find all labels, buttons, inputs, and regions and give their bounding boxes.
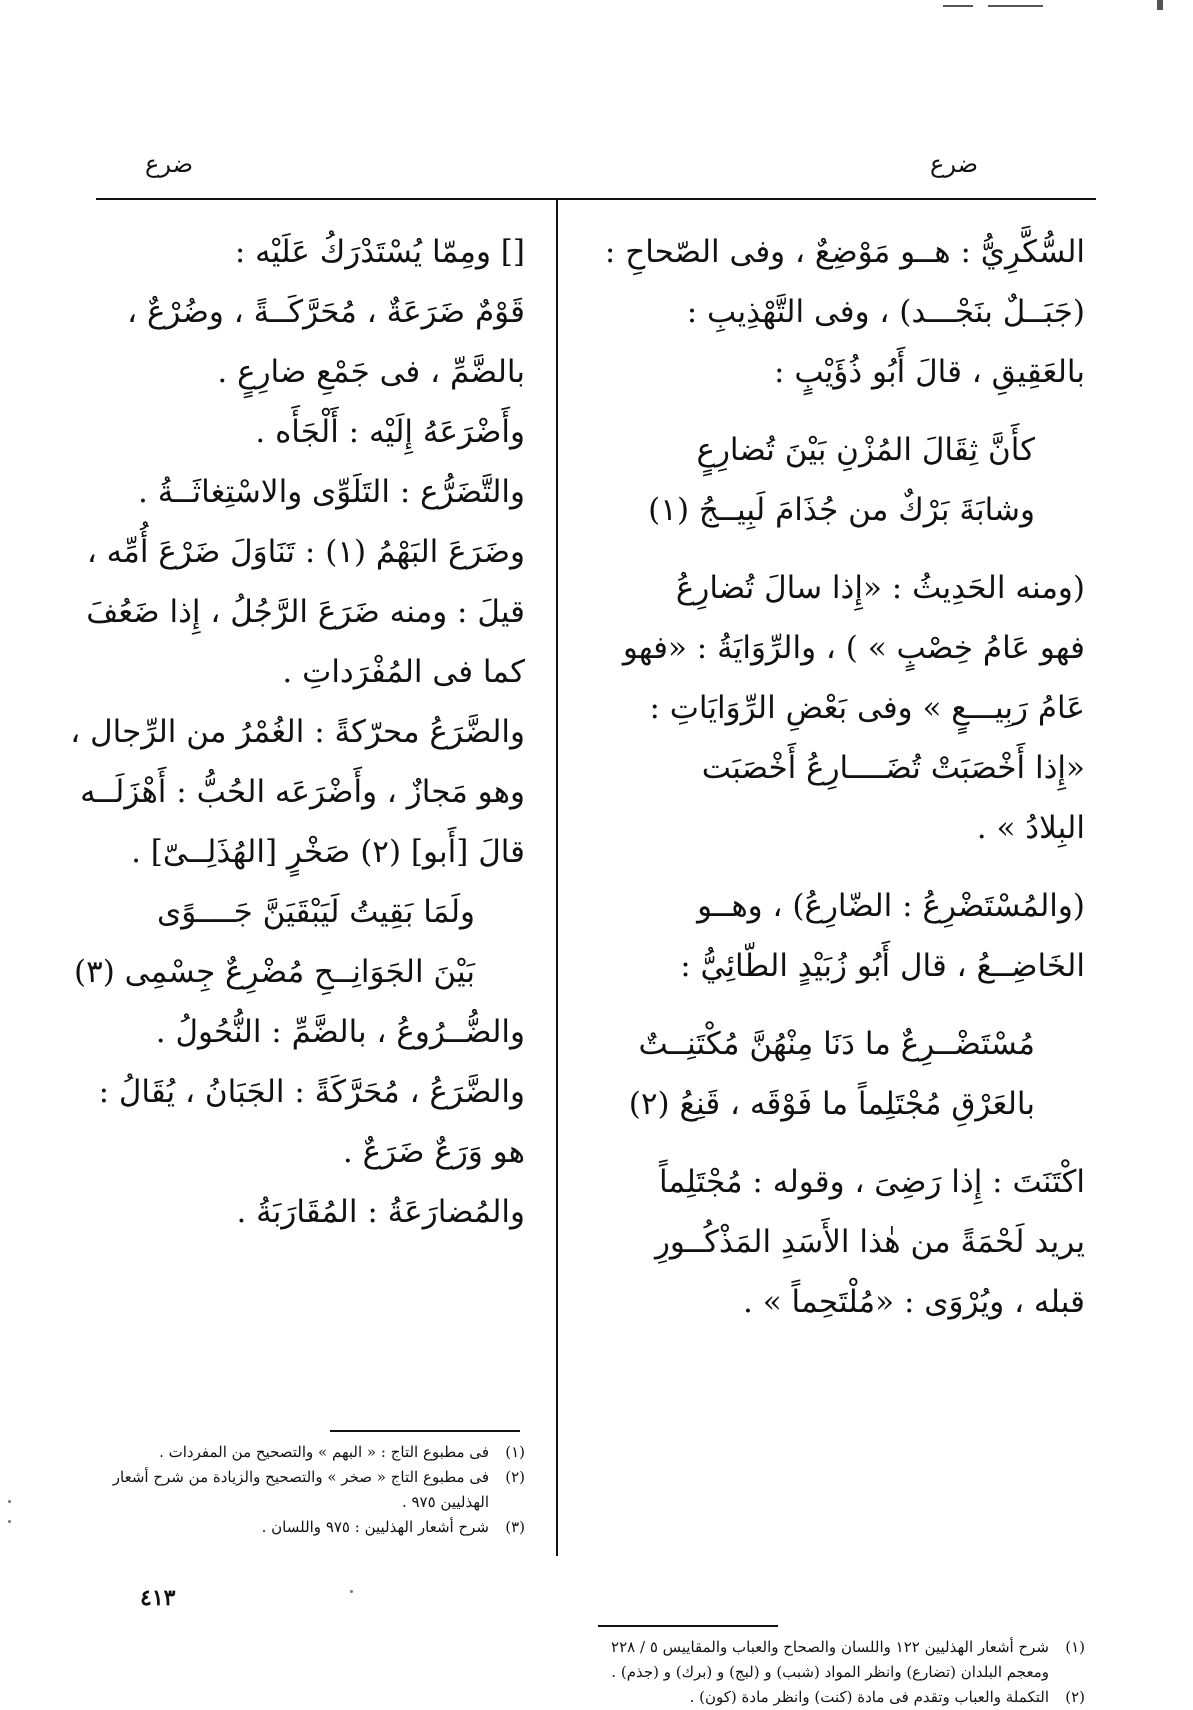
text-line: هو وَرَعٌ ضَرَعٌ . bbox=[342, 1134, 525, 1170]
text-line: كما فى المُفْرَداتِ . bbox=[282, 654, 525, 690]
scan-edge-marks bbox=[943, 0, 1163, 12]
footnote-number: (١) bbox=[1065, 1638, 1085, 1656]
footnote-text: التكملة والعباب وتقدم فى مادة (كنت) وانظر مادة (كون) . bbox=[689, 1688, 1049, 1706]
text-line: والضَّرَعُ ، مُحَرَّكَةً : الجَبَانُ ، يُقَالُ : bbox=[98, 1074, 525, 1110]
text-line: (ومنه الحَدِيثُ : «إِذا سالَ تُضارِعُ bbox=[675, 570, 1085, 606]
text-line: وهو مَجازٌ ، وأَضْرَعَه الحُبُّ : أَهْزَلَــه bbox=[80, 774, 525, 810]
text-line: وضَرَعَ البَهْمُ (١) : تَنَاوَلَ ضَرْعَ أُمِّه ، bbox=[86, 534, 525, 570]
text-line: الخَاضِــعُ ، قال أَبُو زُبَيْدٍ الطّائِيُّ : bbox=[680, 948, 1085, 984]
text-line: اكْتَنَتَ : إِذا رَضِىَ ، وقوله : مُجْتَلِماً bbox=[658, 1164, 1085, 1200]
footnote-text: شرح أشعار الهذليين : ٩٧٥ واللسان . bbox=[261, 1518, 489, 1536]
header-rule bbox=[96, 198, 1096, 200]
footnote bbox=[100, 1465, 525, 1515]
scan-speck bbox=[350, 1590, 353, 1593]
footnote-rule bbox=[330, 1430, 520, 1432]
left-running-head: ضرع bbox=[145, 150, 193, 178]
text-line: بالعَقِيقِ ، قالَ أَبُو ذُؤَيْبٍ : bbox=[774, 354, 1085, 390]
text-line: [] ومِمّا يُسْتَدْرَكُ عَلَيْه : bbox=[234, 234, 525, 270]
verse-line: بالعَرْقِ مُجْتَلِماً ما فَوْقَه ، قَنِعُ (٢) bbox=[628, 1086, 1035, 1122]
text-line: والضُّــرُوعُ ، بالضَّمِّ : النُّحُولُ . bbox=[155, 1014, 525, 1050]
footnote-number: (١) bbox=[505, 1443, 525, 1461]
verse-line: كأَنَّ ثِقَالَ المُزْنِ بَيْنَ تُضارِعٍ bbox=[696, 432, 1035, 468]
text-line: (جَبَــلٌ بنَجْـــد) ، وفى التَّهْذِيبِ : bbox=[686, 294, 1085, 330]
text-line: السُّكَّرِيُّ : هــو مَوْضِعٌ ، وفى الصّحاحِ : bbox=[604, 234, 1085, 270]
footnote-text: فى مطبوع التاج « صخر » والتصحيح والزيادة من شرح أشعار الهذليين ٩٧٥ . bbox=[112, 1468, 489, 1511]
right-footnotes bbox=[585, 1635, 1085, 1710]
text-line: قَوْمٌ ضَرَعَةٌ ، مُحَرَّكَــةً ، وضُرْعٌ ، bbox=[127, 294, 525, 330]
footnote-text: فى مطبوع التاج : « البهم » والتصحيح من المفردات . bbox=[159, 1443, 489, 1461]
text-line: والضَّرَعُ محرّكةً : الغُمْرُ من الرِّجال ، bbox=[70, 714, 525, 750]
text-line: والتَّضَرُّع : التَلَوِّى والاسْتِغاثَــةُ . bbox=[138, 474, 525, 510]
footnote bbox=[100, 1440, 525, 1465]
left-footnotes bbox=[100, 1440, 525, 1540]
footnote bbox=[100, 1515, 525, 1540]
page-number: ٤١٣ bbox=[140, 1585, 176, 1611]
verse-line: بَيْنَ الجَوَانِــحِ مُضْرِعٌ جِسْمِى (٣) bbox=[73, 954, 475, 990]
text-line: فهو عَامُ خِصْبٍ » ) ، والرِّوَايَةُ : «فهو bbox=[622, 630, 1085, 666]
text-line: عَامُ رَبِيـــعٍ » وفى بَعْضِ الرِّوَايَاتِ : bbox=[649, 690, 1085, 726]
right-running-head: ضرع bbox=[930, 150, 978, 178]
text-line: «إِذا أَخْصَبَتْ تُضَــــارِعُ أَخْصَبَت bbox=[701, 750, 1085, 786]
scan-speck bbox=[8, 1520, 11, 1523]
footnote-number: (٢) bbox=[505, 1468, 525, 1486]
right-column bbox=[585, 222, 1085, 1332]
verse-line: مُسْتَضْــرِعٌ ما دَنَا مِنْهُنَّ مُكْتَنِــتٌ bbox=[638, 1026, 1035, 1062]
text-line: وأَضْرَعَهُ إِلَيْه : أَلْجَأَه . bbox=[255, 414, 525, 450]
text-line: بالضَّمِّ ، فى جَمْعِ ضارِعٍ . bbox=[217, 354, 525, 390]
footnote-rule bbox=[598, 1625, 778, 1627]
verse-line: وشابَةَ بَرْكٌ من جُذَامَ لَبِيــجُ (١) bbox=[648, 492, 1035, 528]
text-line: يريد لَحْمَةً من هٰذا الأَسَدِ المَذْكُــورِ bbox=[654, 1224, 1085, 1260]
text-line: البِلادُ » . bbox=[976, 810, 1085, 846]
footnote-number: (٢) bbox=[1065, 1688, 1085, 1706]
text-line: (والمُسْتَضْرِعُ : الضّارِعُ) ، وهــو bbox=[697, 888, 1085, 924]
scan-speck bbox=[8, 1500, 11, 1503]
left-column bbox=[70, 222, 525, 1242]
text-line: قيلَ : ومنه ضَرَعَ الرَّجُلُ ، إِذا ضَعُفَ bbox=[86, 594, 525, 630]
column-divider bbox=[556, 198, 558, 1556]
footnote bbox=[585, 1685, 1085, 1710]
footnote-text: شرح أشعار الهذليين ١٢٢ واللسان والصحاح والعباب والمقاييس ٥ / ٢٢٨ ومعجم البلدان (تضارع) وانظر المواد (شبب) و (لبج) و (برك) و (جذم) . bbox=[611, 1638, 1049, 1681]
text-line: والمُضارَعَةُ : المُقَارَبَةُ . bbox=[236, 1194, 525, 1230]
text-line: قالَ [أَبو] (٢) صَخْرٍ [الهُذَلِــىّ] . bbox=[131, 834, 525, 870]
footnote bbox=[585, 1635, 1085, 1685]
verse-line: ولَمَا بَقِيتُ لَيَبْقَيَنَّ جَــــوًى bbox=[156, 894, 475, 930]
footnote-number: (٣) bbox=[505, 1518, 525, 1536]
text-line: قبله ، ويُرْوَى : «مُلْتَحِماً » . bbox=[743, 1284, 1085, 1320]
